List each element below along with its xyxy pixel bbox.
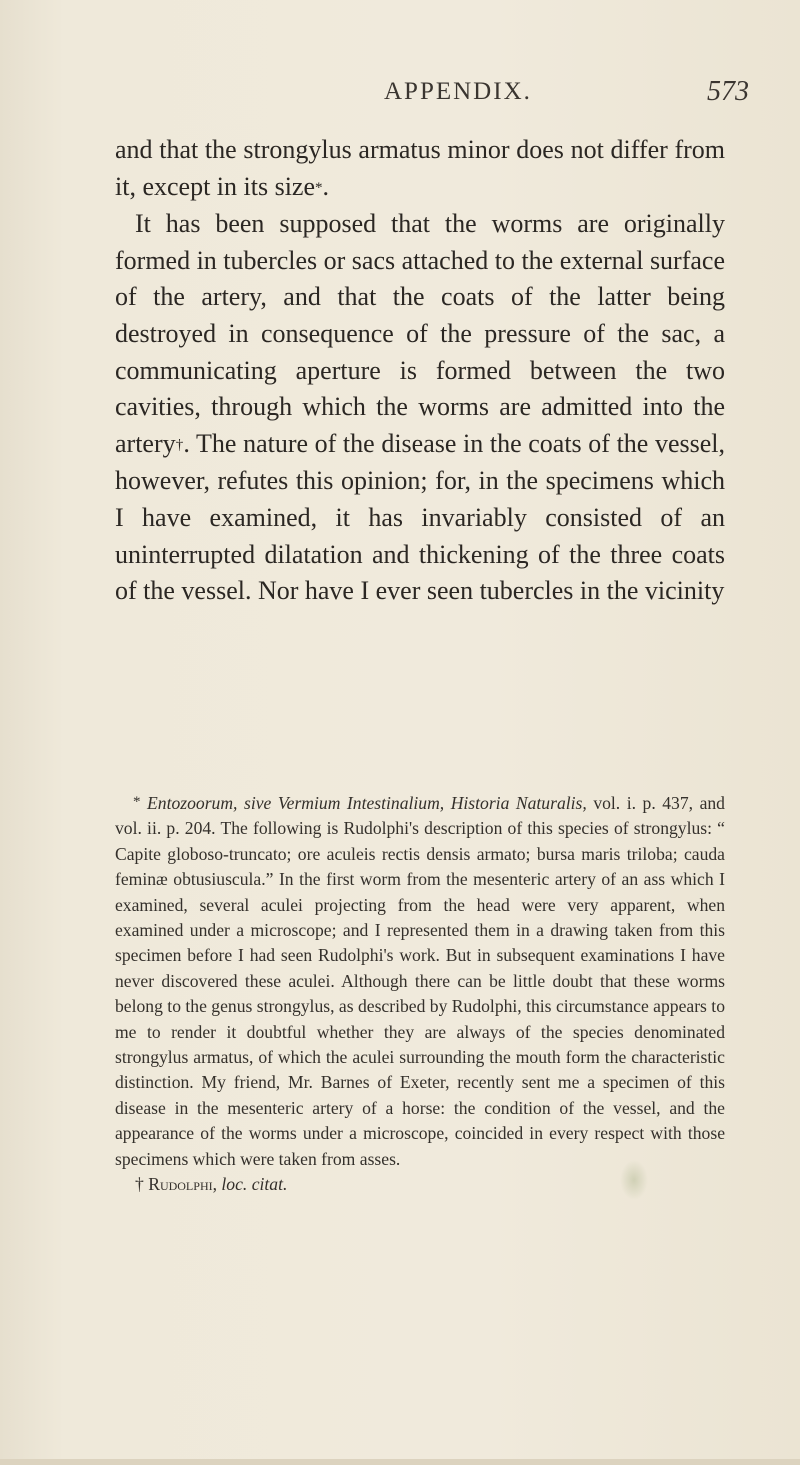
running-title: APPENDIX. — [384, 78, 532, 105]
paragraph-punctuation: . — [322, 171, 330, 201]
paragraph-text: It has been supposed that the worms are originally formed in tubercles or sacs attached to the external surface of the artery, and that the coats of the latter being destroyed in consequence of the pressure of the sac, a communicating aperture is formed between the two cavities, through which the worms are admitted into the artery — [115, 209, 725, 458]
paragraph — [115, 206, 725, 610]
page-bottom-edge — [0, 1459, 800, 1465]
paragraph-continuation — [115, 132, 725, 206]
footnote-mark: * — [133, 794, 141, 810]
footnote-cited-title: Entozoorum, sive Vermium Intestinalium, Historia Naturalis, — [147, 793, 587, 813]
footnote-reference-dagger[interactable]: † — [175, 436, 184, 453]
paper-stain — [620, 1160, 648, 1200]
footnote-mark: † — [135, 1174, 144, 1195]
footnote-text: vol. i. p. 437, and vol. ii. p. 204. The following is Rudolphi's description of this species of strongylus: “ Capite globoso-truncato; ore aculeis rectis densis armato; bursa maris triloba; cauda feminæ obtusiuscula.” In the first worm from the mesenteric artery of an ass which I examined, several aculei projecting from the head were very apparent, when examined under a microscope; and I represented them in a drawing taken from this specimen before I had seen Rudolphi's work. But in subsequent examinations I have never discovered these aculei. Although there can be little doubt that these worms belong to the genus strongylus, as described by Rudolphi, this circumstance appears to me to render it doubtful whether they are always of the species denominated strongylus armatus, of which the aculei surrounding the mouth form the characteristic distinction. My friend, Mr. Barnes of Exeter, recently sent me a specimen of this disease in the mesenteric artery of a horse: the condition of the vessel, and the appearance of the worms under a microscope, coincided in every respect with those specimens which were taken from asses. — [115, 793, 725, 1169]
footnotes — [115, 790, 725, 1198]
main-text — [115, 132, 725, 610]
footnote-author: Rudolphi, — [148, 1174, 218, 1195]
footnote-asterisk — [115, 790, 725, 1172]
page-number: 573 — [707, 76, 749, 107]
footnote-citation: loc. citat. — [221, 1174, 288, 1195]
running-head — [0, 78, 800, 118]
footnote-reference-asterisk[interactable]: * — [315, 179, 323, 196]
paragraph-text: and that the strongylus armatus minor does not differ from it, except in its size — [115, 135, 725, 201]
paragraph-text-continued: . The nature of the disease in the coats of the vessel, however, refutes this opinion; for, in the specimens which I have examined, it has invariably consisted of an uninterrupted dilatation and thickening of the three coats of the vessel. Nor have I ever seen tubercles in the vicinity — [115, 428, 725, 606]
